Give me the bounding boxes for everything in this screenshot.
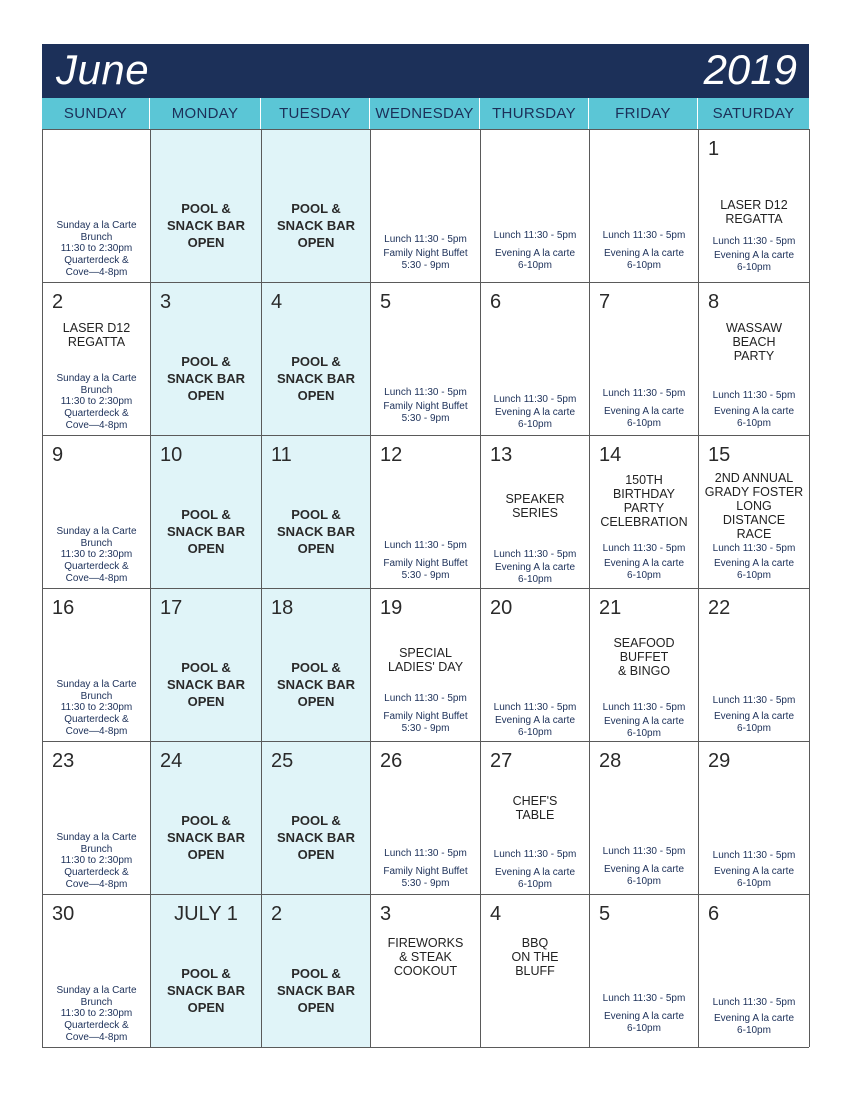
evening-note: Evening A la carte 6-10pm [494,248,576,271]
family-note: Family Night Buffet 5:30 - 9pm [383,401,468,424]
day-cell[interactable] [699,129,810,282]
evening-note: Evening A la carte 6-10pm [713,250,795,273]
day-cell[interactable] [43,741,151,894]
day-number: 23 [52,750,75,772]
lunch-note: Lunch 11:30 - 5pm [602,543,686,554]
day-cell[interactable] [151,741,262,894]
lunch-note: Lunch 11:30 - 5pm [602,993,686,1004]
day-cell[interactable] [151,129,262,282]
brunch-note: Sunday a la Carte Brunch 11:30 to 2:30pm [56,220,137,254]
day-cell[interactable] [262,741,371,894]
calendar-grid [42,129,809,1048]
family-note: Family Night Buffet 5:30 - 9pm [383,558,468,581]
lunch-note: Lunch 11:30 - 5pm [384,387,467,398]
lunch-note: Lunch 11:30 - 5pm [384,540,467,551]
lunch-note: Lunch 11:30 - 5pm [602,846,686,857]
lunch-note: Lunch 11:30 - 5pm [384,693,467,704]
day-number: JULY 1 [174,903,238,925]
day-cell[interactable] [151,282,262,435]
day-cell[interactable] [262,588,371,741]
day-number: 6 [708,903,720,925]
day-cell[interactable] [43,282,151,435]
event-title: SPEAKER SERIES [505,492,565,520]
pool-snack-bar-label: POOL & SNACK BAR OPEN [277,966,355,1015]
lunch-note: Lunch 11:30 - 5pm [602,230,686,241]
weekday-thursday: THURSDAY [480,98,589,129]
weekday-friday: FRIDAY [589,98,698,129]
brunch-note: Sunday a la Carte Brunch 11:30 to 2:30pm [56,526,137,560]
weekday-monday: MONDAY [150,98,261,129]
day-number: 20 [490,597,513,619]
lunch-note: Lunch 11:30 - 5pm [712,695,796,706]
weekday-sunday: SUNDAY [42,98,150,129]
day-number: 1 [708,138,720,160]
day-cell[interactable] [262,435,371,588]
brunch-note: Sunday a la Carte Brunch 11:30 to 2:30pm [56,985,137,1019]
evening-note: Evening A la carte 6-10pm [713,406,795,429]
family-note: Family Night Buffet 5:30 - 9pm [383,711,468,734]
lunch-note: Lunch 11:30 - 5pm [384,848,467,859]
event-title: FIREWORKS & STEAK COOKOUT [387,936,464,978]
day-number: 12 [380,444,403,466]
calendar-header [42,44,809,98]
day-cell[interactable] [699,894,810,1047]
day-number: 5 [599,903,611,925]
day-number: 19 [380,597,403,619]
day-number: 8 [708,291,720,313]
day-cell[interactable] [43,129,151,282]
day-cell[interactable] [590,435,699,588]
day-number: 18 [271,597,294,619]
day-number: 26 [380,750,403,772]
evening-note: Evening A la carte 6-10pm [713,1013,795,1036]
day-number: 24 [160,750,183,772]
day-number: 29 [708,750,731,772]
pool-snack-bar-label: POOL & SNACK BAR OPEN [277,201,355,250]
lunch-note: Lunch 11:30 - 5pm [493,702,577,713]
event-title: 150TH BIRTHDAY PARTY CELEBRATION [600,473,688,529]
day-cell[interactable] [151,894,262,1047]
day-cell[interactable] [481,741,590,894]
weekday-wednesday: WEDNESDAY [370,98,480,129]
day-cell[interactable] [699,282,810,435]
event-title: 2ND ANNUAL GRADY FOSTER LONG DISTANCE RACE [704,471,804,541]
day-cell[interactable] [481,435,590,588]
month-title: June [56,46,150,93]
day-cell[interactable] [262,282,371,435]
day-cell[interactable] [371,741,481,894]
pool-snack-bar-label: POOL & SNACK BAR OPEN [167,354,245,403]
day-number: 5 [380,291,392,313]
day-number: 6 [490,291,502,313]
day-number: 7 [599,291,611,313]
brunch-note: Sunday a la Carte Brunch 11:30 to 2:30pm [56,373,137,407]
cove-note: Quarterdeck & Cove—4-8pm [64,255,129,278]
pool-snack-bar-label: POOL & SNACK BAR OPEN [277,660,355,709]
brunch-note: Sunday a la Carte Brunch 11:30 to 2:30pm [56,679,137,713]
day-number: 10 [160,444,183,466]
cove-note: Quarterdeck & Cove—4-8pm [64,1020,129,1043]
evening-note: Evening A la carte 6-10pm [603,248,685,271]
lunch-note: Lunch 11:30 - 5pm [602,702,686,713]
evening-note: Evening A la carte 6-10pm [603,406,685,429]
event-title: SPECIAL LADIES' DAY [387,646,464,674]
day-cell[interactable] [590,129,699,282]
event-title: LASER D12 REGATTA [62,321,131,349]
day-number: 21 [599,597,622,619]
pool-snack-bar-label: POOL & SNACK BAR OPEN [277,507,355,556]
event-title: WASSAW BEACH PARTY [725,321,783,363]
event-title: LASER D12 REGATTA [720,198,788,226]
day-cell[interactable] [699,588,810,741]
day-cell[interactable] [371,435,481,588]
day-number: 14 [599,444,622,466]
day-number: 17 [160,597,183,619]
day-cell[interactable] [151,588,262,741]
day-cell[interactable] [371,894,481,1047]
evening-note: Evening A la carte 6-10pm [603,716,685,739]
weekday-header-row [42,98,809,129]
day-number: 27 [490,750,513,772]
event-title: SEAFOOD BUFFET & BINGO [613,636,675,678]
lunch-note: Lunch 11:30 - 5pm [493,230,577,241]
evening-note: Evening A la carte 6-10pm [713,711,795,734]
day-cell[interactable] [43,435,151,588]
brunch-note: Sunday a la Carte Brunch 11:30 to 2:30pm [56,832,137,866]
day-cell[interactable] [699,435,810,588]
day-number: 3 [160,291,172,313]
lunch-note: Lunch 11:30 - 5pm [712,236,796,247]
day-cell[interactable] [151,435,262,588]
day-number: 2 [52,291,64,313]
day-number: 25 [271,750,294,772]
day-number: 4 [271,291,283,313]
calendar [42,44,809,1048]
day-number: 13 [490,444,513,466]
day-number: 30 [52,903,75,925]
family-note: Family Night Buffet 5:30 - 9pm [383,866,468,889]
cove-note: Quarterdeck & Cove—4-8pm [64,867,129,890]
evening-note: Evening A la carte 6-10pm [494,407,576,430]
year-title: 2019 [703,46,797,93]
pool-snack-bar-label: POOL & SNACK BAR OPEN [167,201,245,250]
day-number: 3 [380,903,392,925]
day-cell[interactable] [590,894,699,1047]
day-cell[interactable] [590,282,699,435]
event-title: BBQ ON THE BLUFF [511,936,559,978]
day-number: 15 [708,444,731,466]
day-cell[interactable] [262,129,371,282]
cove-note: Quarterdeck & Cove—4-8pm [64,714,129,737]
day-cell[interactable] [481,129,590,282]
evening-note: Evening A la carte 6-10pm [603,558,685,581]
lunch-note: Lunch 11:30 - 5pm [712,850,796,861]
pool-snack-bar-label: POOL & SNACK BAR OPEN [167,507,245,556]
day-cell[interactable] [481,282,590,435]
lunch-note: Lunch 11:30 - 5pm [493,849,577,860]
cove-note: Quarterdeck & Cove—4-8pm [64,408,129,431]
evening-note: Evening A la carte 6-10pm [494,715,576,738]
event-title: CHEF'S TABLE [512,794,558,822]
lunch-note: Lunch 11:30 - 5pm [493,394,577,405]
day-number: 16 [52,597,75,619]
evening-note: Evening A la carte 6-10pm [713,866,795,889]
weekday-tuesday: TUESDAY [261,98,370,129]
pool-snack-bar-label: POOL & SNACK BAR OPEN [167,813,245,862]
day-cell[interactable] [262,894,371,1047]
day-cell[interactable] [590,741,699,894]
day-number: 22 [708,597,731,619]
day-cell[interactable] [43,894,151,1047]
day-cell[interactable] [371,588,481,741]
evening-note: Evening A la carte 6-10pm [713,558,795,581]
lunch-note: Lunch 11:30 - 5pm [712,997,796,1008]
day-cell[interactable] [481,588,590,741]
cove-note: Quarterdeck & Cove—4-8pm [64,561,129,584]
day-cell[interactable] [371,282,481,435]
pool-snack-bar-label: POOL & SNACK BAR OPEN [167,660,245,709]
day-number: 2 [271,903,283,925]
day-number: 11 [271,444,292,466]
pool-snack-bar-label: POOL & SNACK BAR OPEN [277,354,355,403]
lunch-note: Lunch 11:30 - 5pm [384,234,467,245]
day-number: 9 [52,444,64,466]
family-note: Family Night Buffet 5:30 - 9pm [383,248,468,271]
day-cell[interactable] [481,894,590,1047]
lunch-note: Lunch 11:30 - 5pm [493,549,577,560]
pool-snack-bar-label: POOL & SNACK BAR OPEN [167,966,245,1015]
day-number: 4 [490,903,502,925]
day-number: 28 [599,750,622,772]
lunch-note: Lunch 11:30 - 5pm [602,388,686,399]
day-cell[interactable] [43,588,151,741]
evening-note: Evening A la carte 6-10pm [494,562,576,585]
weekday-saturday: SATURDAY [712,105,795,122]
lunch-note: Lunch 11:30 - 5pm [712,390,796,401]
lunch-note: Lunch 11:30 - 5pm [712,543,796,554]
pool-snack-bar-label: POOL & SNACK BAR OPEN [277,813,355,862]
day-cell[interactable] [699,741,810,894]
evening-note: Evening A la carte 6-10pm [603,864,685,887]
day-cell[interactable] [590,588,699,741]
day-cell[interactable] [371,129,481,282]
evening-note: Evening A la carte 6-10pm [603,1011,685,1034]
evening-note: Evening A la carte 6-10pm [494,867,576,890]
